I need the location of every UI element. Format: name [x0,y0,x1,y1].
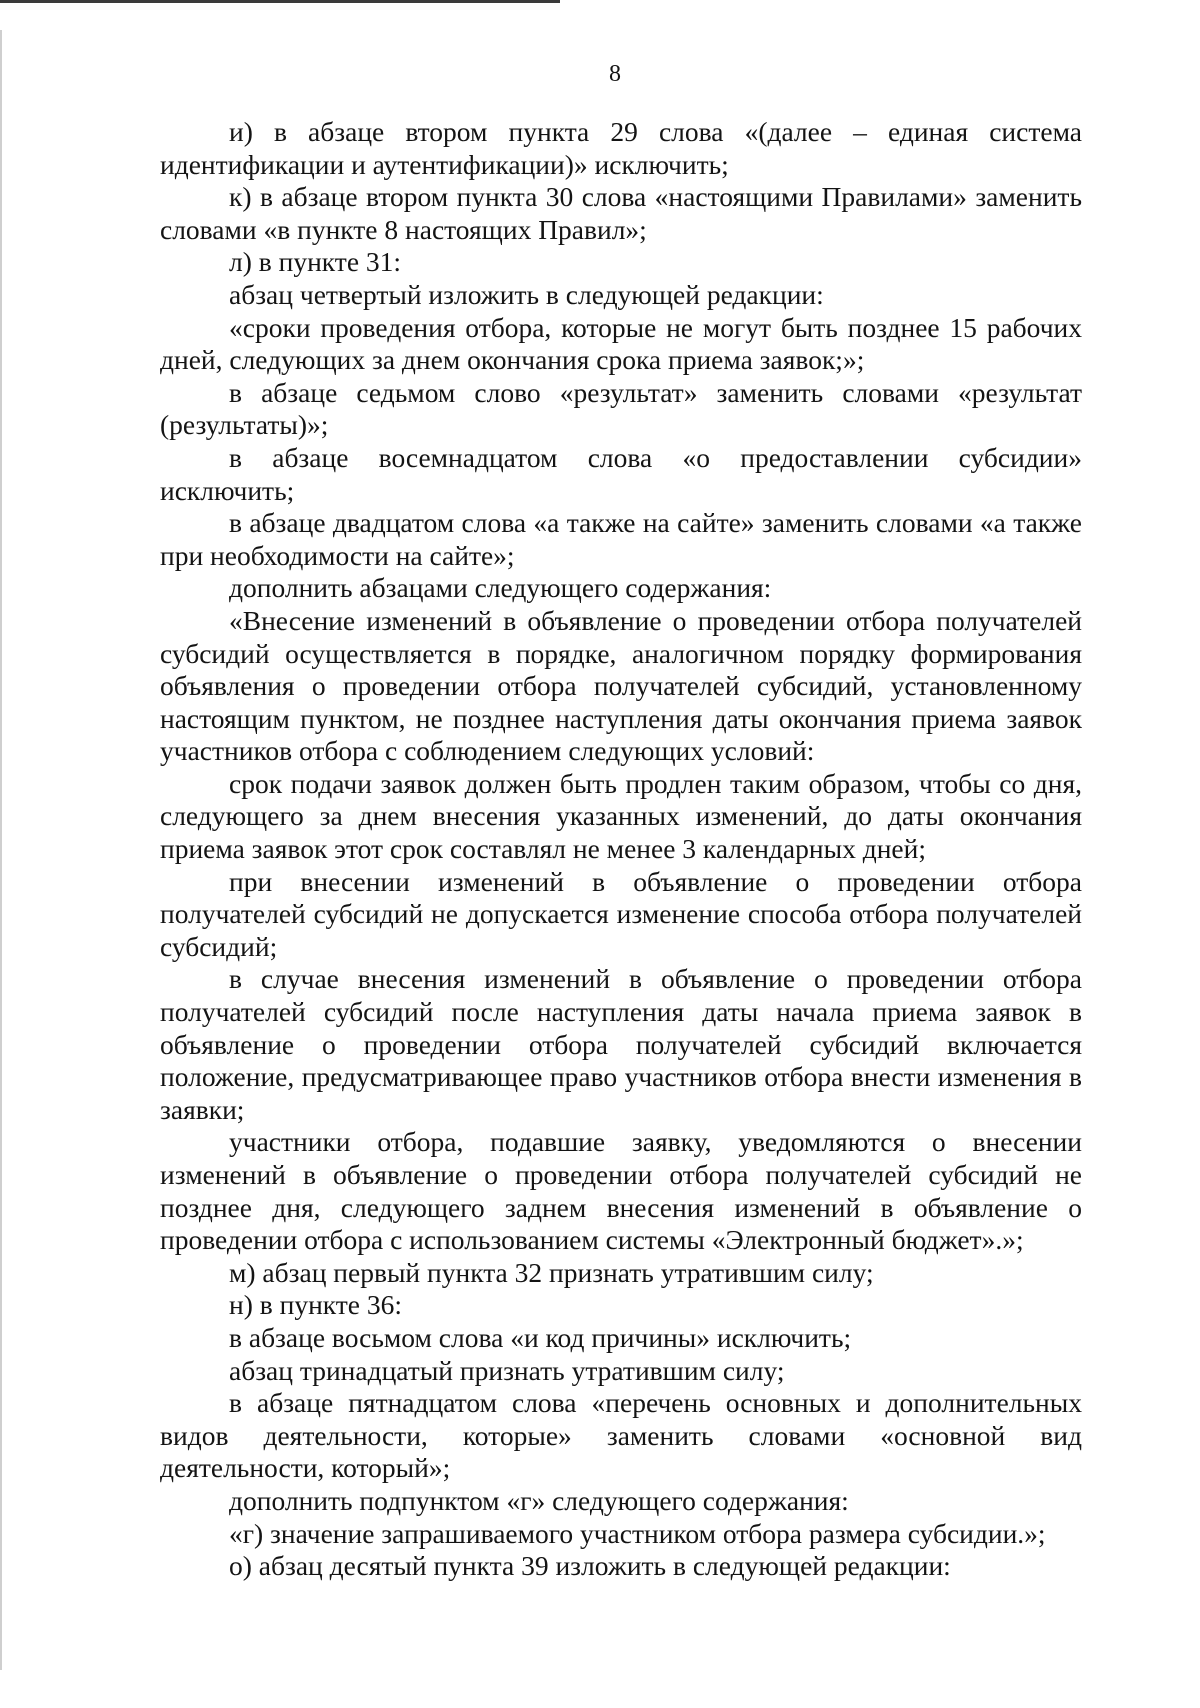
paragraph: в абзаце восемнадцатом слова «о предоставлении субсидии» исключить; [160,441,1082,506]
paragraph: участники отбора, подавшие заявку, уведомляются о внесении изменений в объявление о проведении отбора получателей субсидий не позднее дня, следующего заднем внесения изменений в объявление о проведении отбора с использованием системы «Электронный бюджет».»; [160,1126,1082,1256]
paragraph-i: и) в абзаце втором пункта 29 слова «(далее – единая система идентификации и аутентификации)» исключить; [160,116,1082,180]
paragraph: «сроки проведения отбора, которые не могут быть позднее 15 рабочих дней, следующих за днем окончания срока приема заявок;»; [160,311,1082,376]
paragraph: в абзаце двадцатом слова «а также на сайте» заменить словами «а также при необходимости на сайте»; [160,507,1082,571]
paragraph-l: л) в пункте 31: [229,246,402,278]
page-number: 8 [609,61,621,87]
document-body [160,116,1082,1583]
paragraph: в абзаце седьмом слово «результат» заменить словами «результат (результаты)»; [160,376,1082,441]
paragraph-m: м) абзац первый пункта 32 признать утратившим силу; [229,1256,874,1288]
paragraph: абзац тринадцатый признать утратившим силу; [229,1354,785,1386]
paragraph: в абзаце пятнадцатом слова «перечень основных и дополнительных видов деятельности, которые» заменить словами «основной вид деятельности, который»; [160,1387,1082,1484]
paragraph: срок подачи заявок должен быть продлен таким образом, чтобы со дня, следующего за днем внесения указанных изменений, до даты окончания приема заявок этот срок составлял не менее 3 календарных дней; [160,767,1082,865]
paragraph: в случае внесения изменений в объявление о проведении отбора получателей субсидий после наступления даты начала приема заявок в объявление о проведении отбора получателей субсидий включается положение, предусматривающее право участников отбора внести изменения в заявки; [160,963,1082,1125]
paragraph: дополнить подпунктом «г» следующего содержания: [229,1484,849,1516]
paragraph: в абзаце восьмом слова «и код причины» исключить; [229,1321,852,1353]
paragraph-n: н) в пункте 36: [229,1289,403,1321]
paragraph-k: к) в абзаце втором пункта 30 слова «настоящими Правилами» заменить словами «в пункте 8 настоящих Правил»; [160,181,1082,245]
paragraph: «г) значение запрашиваемого участником отбора размера субсидии.»; [229,1517,1046,1549]
paragraph: «Внесение изменений в объявление о проведении отбора получателей субсидий осуществляется в порядке, аналогичном порядку формирования объявления о проведении отбора получателей субсидий, установленному настоящим пунктом, не позднее наступления даты окончания приема заявок участников отбора с соблюдением следующих условий: [160,604,1082,767]
paragraph-o: о) абзац десятый пункта 39 изложить в следующей редакции: [229,1550,951,1582]
paragraph: дополнить абзацами следующего содержания: [229,572,772,604]
paragraph: абзац четвертый изложить в следующей редакции: [229,278,824,310]
paragraph: при внесении изменений в объявление о проведении отбора получателей субсидий не допускается изменение способа отбора получателей субсидий; [160,865,1082,962]
scan-top-edge [0,0,560,3]
scan-left-edge [0,30,2,1670]
